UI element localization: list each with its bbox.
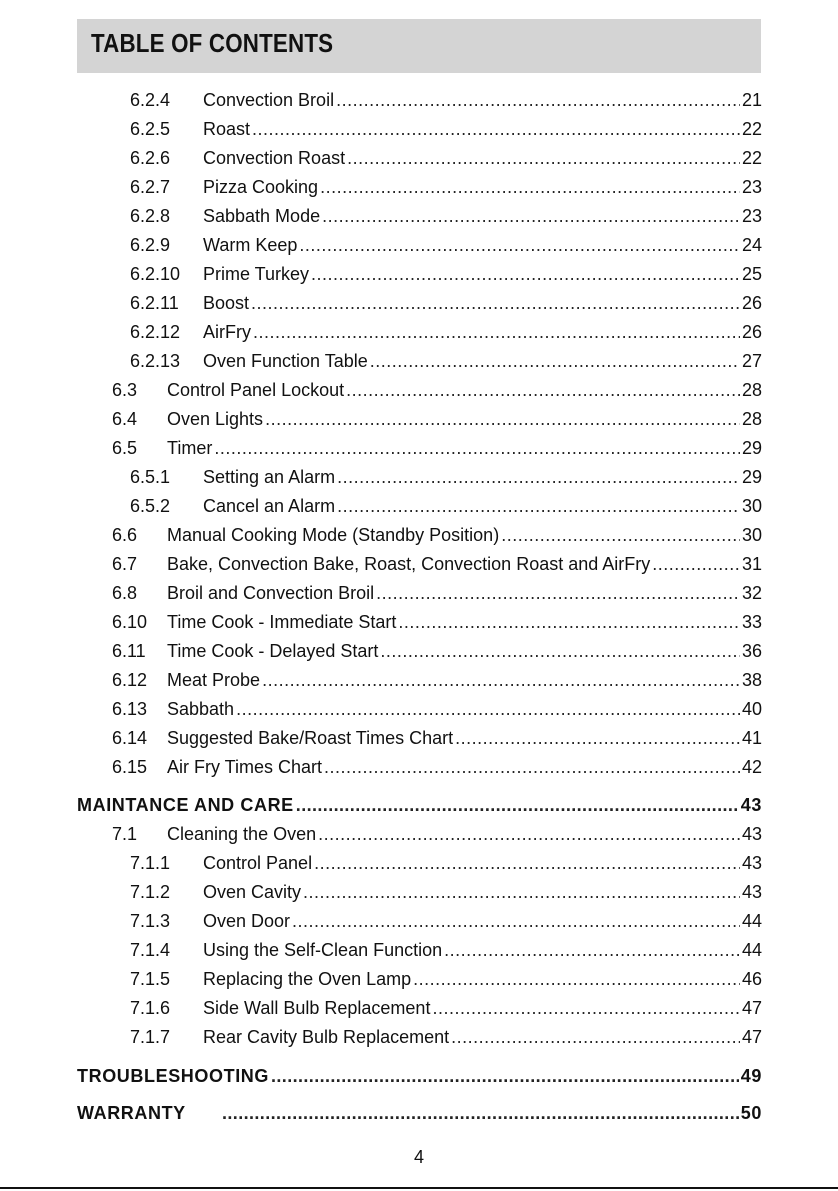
- toc-entry[interactable]: [130, 118, 762, 140]
- toc-entry-title: Control Panel Lockout: [167, 380, 345, 400]
- toc-leader-dots: [314, 852, 740, 874]
- toc-entry[interactable]: [112, 823, 762, 845]
- toc-entry-title: Bake, Convection Bake, Roast, Convection Roast and AirFry: [167, 554, 651, 574]
- toc-entry-number: 6.2.4: [130, 90, 171, 110]
- toc-entry-title: Side Wall Bulb Replacement: [203, 998, 431, 1018]
- page-number: 4: [413, 1147, 424, 1167]
- toc-entry-number: 6.13: [112, 699, 148, 719]
- toc-leader-dots: [318, 823, 740, 845]
- toc-entry-page: 22: [741, 148, 762, 168]
- toc-entry-page: 24: [741, 235, 762, 255]
- toc-entry-page: 30: [741, 496, 762, 516]
- toc-entry[interactable]: [112, 408, 762, 430]
- toc-entry-title: Air Fry Times Chart: [167, 757, 323, 777]
- toc-entry[interactable]: [112, 669, 762, 691]
- toc-leader-dots: [292, 910, 740, 932]
- toc-entry[interactable]: [130, 321, 762, 343]
- toc-entry[interactable]: [130, 852, 762, 874]
- toc-entry-page: 44: [741, 911, 762, 931]
- toc-entry-title: Prime Turkey: [203, 264, 310, 284]
- toc-leader-dots: [376, 582, 740, 604]
- toc-entry-number: 6.2.8: [130, 206, 171, 226]
- toc-entry-page: 40: [741, 699, 762, 719]
- toc-entry-title: AirFry: [203, 322, 251, 342]
- toc-leader-dots: [296, 794, 739, 816]
- toc-entry-title: Meat Probe: [167, 670, 261, 690]
- toc-leader-dots: [311, 263, 740, 285]
- toc-entry-title: Time Cook - Immediate Start: [167, 612, 397, 632]
- toc-entry-page: 23: [741, 206, 762, 226]
- toc-leader-dots: [336, 89, 740, 111]
- toc-entry-page: 33: [741, 612, 762, 632]
- toc-entry-number: 6.2.13: [130, 351, 181, 371]
- toc-entry-page: 50: [740, 1103, 762, 1123]
- toc-entry-number: 7.1.4: [130, 940, 171, 960]
- toc-leader-dots: [398, 611, 740, 633]
- toc-entry[interactable]: [112, 727, 762, 749]
- toc-entry-number: 6.2.11: [130, 293, 179, 313]
- toc-leader-dots: [444, 939, 740, 961]
- toc-entry-page: 27: [741, 351, 762, 371]
- toc-entry-number: 7.1: [112, 824, 138, 844]
- toc-chapter-entry[interactable]: [77, 1102, 762, 1124]
- toc-entry-number: 6.12: [112, 670, 148, 690]
- toc-entry-number: 7.1.5: [130, 969, 171, 989]
- toc-leader-dots: [322, 205, 740, 227]
- toc-entry[interactable]: [112, 437, 762, 459]
- toc-leader-dots: [337, 495, 740, 517]
- toc-entry-title: Rear Cavity Bulb Replacement: [203, 1027, 450, 1047]
- toc-leader-dots: [303, 881, 740, 903]
- toc-entry-number: 6.7: [112, 554, 138, 574]
- toc-entry-title: Oven Lights: [167, 409, 264, 429]
- toc-entry-page: 26: [741, 322, 762, 342]
- toc-leader-dots: [347, 147, 740, 169]
- toc-entry[interactable]: [130, 147, 762, 169]
- toc-chapter-title: WARRANTY: [77, 1103, 186, 1123]
- toc-entry-page: 28: [741, 380, 762, 400]
- toc-entry-number: 6.3: [112, 380, 138, 400]
- toc-entry[interactable]: [130, 910, 762, 932]
- toc-entry-page: 41: [741, 728, 762, 748]
- toc-entry[interactable]: [112, 611, 762, 633]
- toc-entry-page: 21: [741, 90, 762, 110]
- toc-entry-title: Suggested Bake/Roast Times Chart: [167, 728, 454, 748]
- toc-leader-dots: [251, 292, 740, 314]
- toc-entry-page: 47: [741, 1027, 762, 1047]
- toc-entry-number: 6.2.6: [130, 148, 171, 168]
- toc-entry[interactable]: [112, 524, 762, 546]
- toc-leader-dots: [337, 466, 740, 488]
- toc-entry-number: 7.1.3: [130, 911, 171, 931]
- toc-leader-dots: [222, 1102, 739, 1124]
- toc-entry[interactable]: [112, 582, 762, 604]
- toc-entry-page: 22: [741, 119, 762, 139]
- toc-chapter-title: MAINTANCE AND CARE: [77, 795, 294, 815]
- toc-entry-title: Using the Self-Clean Function: [203, 940, 443, 960]
- toc-entry-page: 25: [741, 264, 762, 284]
- toc-entry-title: Convection Roast: [203, 148, 346, 168]
- toc-leader-dots: [299, 234, 740, 256]
- toc-leader-dots: [271, 1065, 739, 1087]
- toc-entry[interactable]: [130, 939, 762, 961]
- toc-leader-dots: [370, 350, 740, 372]
- toc-leader-dots: [214, 437, 740, 459]
- toc-entry-title: Replacing the Oven Lamp: [203, 969, 412, 989]
- toc-entry-number: 6.5.2: [130, 496, 171, 516]
- toc-entry-number: 6.10: [112, 612, 148, 632]
- toc-leader-dots: [253, 321, 740, 343]
- toc-entry-title: Broil and Convection Broil: [167, 583, 375, 603]
- toc-entry-title: Sabbath Mode: [203, 206, 321, 226]
- toc-entry-page: 29: [741, 438, 762, 458]
- toc-entry-title: Roast: [203, 119, 251, 139]
- toc-leader-dots: [652, 553, 740, 575]
- toc-entry-number: 6.8: [112, 583, 138, 603]
- toc-leader-dots: [320, 176, 740, 198]
- toc-leader-dots: [262, 669, 740, 691]
- toc-entry-page: 43: [741, 853, 762, 873]
- toc-entry-title: Control Panel: [203, 853, 313, 873]
- toc-entry-page: 42: [741, 757, 762, 777]
- toc-leader-dots: [236, 698, 740, 720]
- toc-entry[interactable]: [112, 553, 762, 575]
- toc-entry-title: Warm Keep: [203, 235, 298, 255]
- toc-entry[interactable]: [130, 350, 762, 372]
- toc-entry-page: 31: [741, 554, 762, 574]
- toc-entry-page: 32: [741, 583, 762, 603]
- toc-entry[interactable]: [112, 640, 762, 662]
- toc-entry-page: 23: [741, 177, 762, 197]
- toc-entry-page: 43: [740, 795, 762, 815]
- toc-entry[interactable]: [130, 495, 762, 517]
- toc-entry-title: Oven Cavity: [203, 882, 302, 902]
- toc-entry[interactable]: [130, 997, 762, 1019]
- toc-entry-number: 6.2.12: [130, 322, 181, 342]
- toc-leader-dots: [380, 640, 740, 662]
- toc-entry-number: 7.1.6: [130, 998, 171, 1018]
- toc-entry-number: 6.2.9: [130, 235, 171, 255]
- bottom-divider: [0, 1187, 838, 1189]
- toc-entry-page: 38: [741, 670, 762, 690]
- toc-entry-page: 46: [741, 969, 762, 989]
- toc-entry[interactable]: [112, 698, 762, 720]
- toc-entry-number: 6.14: [112, 728, 148, 748]
- toc-entry-number: 6.5: [112, 438, 138, 458]
- toc-entry-page: 44: [741, 940, 762, 960]
- toc-chapter-entry[interactable]: [77, 794, 762, 816]
- toc-leader-dots: [252, 118, 740, 140]
- toc-entry[interactable]: [130, 466, 762, 488]
- toc-chapter-entry[interactable]: [77, 1065, 762, 1087]
- toc-entry-number: 6.2.5: [130, 119, 171, 139]
- toc-entry-number: 6.2.10: [130, 264, 181, 284]
- toc-entry-title: Time Cook - Delayed Start: [167, 641, 379, 661]
- toc-entry-number: 6.15: [112, 757, 148, 777]
- toc-entry-title: Manual Cooking Mode (Standby Position): [167, 525, 500, 545]
- toc-entry-page: 47: [741, 998, 762, 1018]
- toc-entry-number: 6.6: [112, 525, 138, 545]
- toc-entry-number: 6.5.1: [130, 467, 171, 487]
- toc-entry-number: 6.4: [112, 409, 138, 429]
- toc-entry-page: 36: [741, 641, 762, 661]
- toc-entry-page: 43: [741, 882, 762, 902]
- toc-leader-dots: [324, 756, 740, 778]
- toc-entry-number: 6.2.7: [130, 177, 171, 197]
- toc-entry-title: Boost: [203, 293, 250, 313]
- toc-entry-title: Setting an Alarm: [203, 467, 336, 487]
- toc-entry-title: Sabbath: [167, 699, 235, 719]
- toc-entry-title: Timer: [167, 438, 213, 458]
- toc-leader-dots: [501, 524, 740, 546]
- toc-entry-page: 26: [741, 293, 762, 313]
- toc-entry-page: 43: [741, 824, 762, 844]
- toc-entry-page: 28: [741, 409, 762, 429]
- toc-entry[interactable]: [130, 292, 762, 314]
- toc-chapter-title: TROUBLESHOOTING: [77, 1066, 269, 1086]
- toc-entry-page: 49: [740, 1066, 762, 1086]
- toc-entry[interactable]: [130, 968, 762, 990]
- toc-entry-title: Cleaning the Oven: [167, 824, 317, 844]
- toc-entry-title: Pizza Cooking: [203, 177, 319, 197]
- toc-leader-dots: [451, 1026, 740, 1048]
- toc-entry-number: 7.1.7: [130, 1027, 171, 1047]
- toc-entry[interactable]: [130, 263, 762, 285]
- toc-entry-title: Cancel an Alarm: [203, 496, 336, 516]
- toc-entry-title: Oven Function Table: [203, 351, 368, 371]
- toc-entry-number: 6.11: [112, 641, 146, 661]
- toc-entry-number: 7.1.2: [130, 882, 171, 902]
- toc-leader-dots: [432, 997, 740, 1019]
- toc-entry-page: 29: [741, 467, 762, 487]
- toc-entry[interactable]: [130, 176, 762, 198]
- toc-entry[interactable]: [112, 379, 762, 401]
- toc-entry[interactable]: [130, 205, 762, 227]
- toc-entry[interactable]: [130, 234, 762, 256]
- toc-leader-dots: [346, 379, 740, 401]
- toc-entry-number: 7.1.1: [130, 853, 171, 873]
- toc-leader-dots: [413, 968, 740, 990]
- toc-entry-page: 30: [741, 525, 762, 545]
- toc-leader-dots: [455, 727, 740, 749]
- toc-entry-title: Convection Broil: [203, 90, 335, 110]
- page-title: TABLE OF CONTENTS: [91, 28, 334, 58]
- toc-entry-title: Oven Door: [203, 911, 291, 931]
- toc-entry[interactable]: [130, 881, 762, 903]
- toc-entry[interactable]: [112, 756, 762, 778]
- toc-entry[interactable]: [130, 89, 762, 111]
- toc-entry[interactable]: [130, 1026, 762, 1048]
- toc-leader-dots: [265, 408, 740, 430]
